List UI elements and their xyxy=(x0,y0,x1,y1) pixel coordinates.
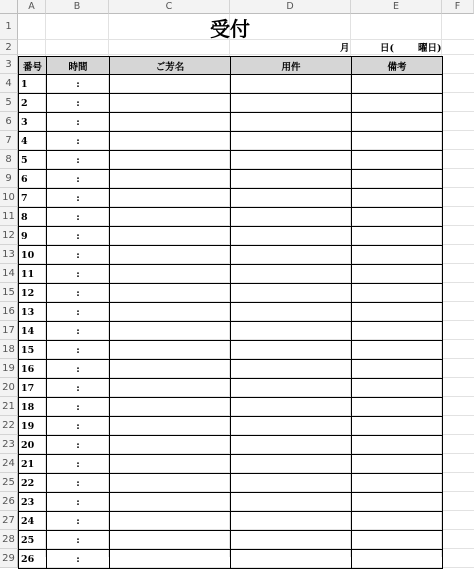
name-cell[interactable] xyxy=(110,94,231,113)
row-header-15[interactable]: 15 xyxy=(0,283,18,302)
name-cell[interactable] xyxy=(110,113,231,132)
name-cell[interactable] xyxy=(110,265,231,284)
name-cell[interactable] xyxy=(110,531,231,550)
table-row xyxy=(19,132,443,151)
entry-number-cell[interactable]: 18 xyxy=(19,398,47,417)
row-header-5[interactable]: 5 xyxy=(0,93,18,112)
row-header-24[interactable]: 24 xyxy=(0,454,18,473)
entry-number-cell[interactable]: 21 xyxy=(19,455,47,474)
business-cell[interactable] xyxy=(231,379,352,398)
table-row xyxy=(19,265,443,284)
business-cell[interactable] xyxy=(231,303,352,322)
table-row xyxy=(19,360,443,379)
time-cell[interactable]: : xyxy=(47,246,110,265)
table-row xyxy=(19,208,443,227)
remarks-cell[interactable] xyxy=(352,322,443,341)
row-header-6[interactable]: 6 xyxy=(0,112,18,131)
table-row xyxy=(19,151,443,170)
name-cell[interactable] xyxy=(110,436,231,455)
remarks-cell[interactable] xyxy=(352,284,443,303)
entry-number-cell[interactable]: 2 xyxy=(19,94,47,113)
table-row xyxy=(19,75,443,94)
business-cell[interactable] xyxy=(231,341,352,360)
time-cell[interactable]: : xyxy=(47,189,110,208)
time-cell[interactable]: : xyxy=(47,284,110,303)
table-row xyxy=(19,455,443,474)
entry-number-cell[interactable]: 10 xyxy=(19,246,47,265)
time-cell[interactable]: : xyxy=(47,512,110,531)
table-row xyxy=(19,322,443,341)
table-row xyxy=(19,474,443,493)
month-label[interactable]: 月 xyxy=(340,43,350,54)
name-cell[interactable] xyxy=(110,132,231,151)
time-cell[interactable]: : xyxy=(47,531,110,550)
business-cell[interactable] xyxy=(231,284,352,303)
time-cell[interactable]: : xyxy=(47,379,110,398)
row-header-26[interactable]: 26 xyxy=(0,492,18,511)
table-row xyxy=(19,113,443,132)
entry-number-cell[interactable]: 20 xyxy=(19,436,47,455)
name-cell[interactable] xyxy=(110,208,231,227)
time-cell[interactable]: : xyxy=(47,417,110,436)
business-cell[interactable] xyxy=(231,417,352,436)
row-header-21[interactable]: 21 xyxy=(0,397,18,416)
name-cell[interactable] xyxy=(110,398,231,417)
table-row xyxy=(19,170,443,189)
remarks-cell[interactable] xyxy=(352,208,443,227)
row-header-9[interactable]: 9 xyxy=(0,169,18,188)
row-header-1[interactable]: 1 xyxy=(0,14,18,40)
name-cell[interactable] xyxy=(110,151,231,170)
remarks-cell[interactable] xyxy=(352,132,443,151)
entry-number-cell[interactable]: 4 xyxy=(19,132,47,151)
remarks-cell[interactable] xyxy=(352,417,443,436)
name-cell[interactable] xyxy=(110,284,231,303)
column-header-f[interactable]: F xyxy=(442,0,474,14)
column-header-b[interactable]: B xyxy=(46,0,109,14)
entry-number-cell[interactable]: 13 xyxy=(19,303,47,322)
entry-number-cell[interactable]: 26 xyxy=(19,550,47,569)
table-row xyxy=(19,531,443,550)
row-header-7[interactable]: 7 xyxy=(0,131,18,150)
table-row xyxy=(19,341,443,360)
column-header-d[interactable]: D xyxy=(230,0,351,14)
header-business[interactable]: 用件 xyxy=(231,57,352,75)
weekday-label[interactable]: 曜日) xyxy=(418,43,442,54)
remarks-cell[interactable] xyxy=(352,379,443,398)
sheet-title[interactable]: 受付 xyxy=(210,17,250,41)
business-cell[interactable] xyxy=(231,360,352,379)
business-cell[interactable] xyxy=(231,531,352,550)
time-cell[interactable]: : xyxy=(47,436,110,455)
time-cell[interactable]: : xyxy=(47,341,110,360)
row-header-23[interactable]: 23 xyxy=(0,435,18,454)
table-row xyxy=(19,284,443,303)
row-header-18[interactable]: 18 xyxy=(0,340,18,359)
entry-number-cell[interactable]: 7 xyxy=(19,189,47,208)
column-header-c[interactable]: C xyxy=(109,0,230,14)
day-label[interactable]: 日( xyxy=(380,43,394,54)
business-cell[interactable] xyxy=(231,265,352,284)
name-cell[interactable] xyxy=(110,474,231,493)
row-header-22[interactable]: 22 xyxy=(0,416,18,435)
time-cell[interactable]: : xyxy=(47,113,110,132)
entry-number-cell[interactable]: 19 xyxy=(19,417,47,436)
table-row xyxy=(19,550,443,569)
entry-number-cell[interactable]: 22 xyxy=(19,474,47,493)
name-cell[interactable] xyxy=(110,341,231,360)
entry-number-cell[interactable]: 6 xyxy=(19,170,47,189)
header-number[interactable]: 番号 xyxy=(19,57,47,75)
row-header-29[interactable]: 29 xyxy=(0,549,18,568)
business-cell[interactable] xyxy=(231,151,352,170)
name-cell[interactable] xyxy=(110,417,231,436)
table-row xyxy=(19,493,443,512)
business-cell[interactable] xyxy=(231,113,352,132)
table-row xyxy=(19,227,443,246)
business-cell[interactable] xyxy=(231,322,352,341)
entry-number-cell[interactable]: 23 xyxy=(19,493,47,512)
row-header-8[interactable]: 8 xyxy=(0,150,18,169)
row-header-12[interactable]: 12 xyxy=(0,226,18,245)
table-row xyxy=(19,417,443,436)
row-header-16[interactable]: 16 xyxy=(0,302,18,321)
row-header-28[interactable]: 28 xyxy=(0,530,18,549)
name-cell[interactable] xyxy=(110,227,231,246)
remarks-cell[interactable] xyxy=(352,113,443,132)
reception-table xyxy=(18,56,443,569)
business-cell[interactable] xyxy=(231,189,352,208)
name-cell[interactable] xyxy=(110,360,231,379)
time-cell[interactable]: : xyxy=(47,227,110,246)
remarks-cell[interactable] xyxy=(352,474,443,493)
business-cell[interactable] xyxy=(231,132,352,151)
column-header-e[interactable]: E xyxy=(351,0,442,14)
name-cell[interactable] xyxy=(110,322,231,341)
row-header-20[interactable]: 20 xyxy=(0,378,18,397)
business-cell[interactable] xyxy=(231,436,352,455)
name-cell[interactable] xyxy=(110,493,231,512)
name-cell[interactable] xyxy=(110,379,231,398)
header-remarks[interactable]: 備考 xyxy=(352,57,443,75)
row-header-19[interactable]: 19 xyxy=(0,359,18,378)
entry-number-cell[interactable]: 15 xyxy=(19,341,47,360)
row-header-14[interactable]: 14 xyxy=(0,264,18,283)
remarks-cell[interactable] xyxy=(352,94,443,113)
entry-number-cell[interactable]: 25 xyxy=(19,531,47,550)
entry-number-cell[interactable]: 24 xyxy=(19,512,47,531)
entry-number-cell[interactable]: 8 xyxy=(19,208,47,227)
entry-number-cell[interactable]: 3 xyxy=(19,113,47,132)
header-name[interactable]: ご芳名 xyxy=(110,57,231,75)
name-cell[interactable] xyxy=(110,170,231,189)
table-row xyxy=(19,189,443,208)
remarks-cell[interactable] xyxy=(352,189,443,208)
time-cell[interactable]: : xyxy=(47,322,110,341)
business-cell[interactable] xyxy=(231,455,352,474)
remarks-cell[interactable] xyxy=(352,341,443,360)
entry-number-cell[interactable]: 1 xyxy=(19,75,47,94)
table-row xyxy=(19,246,443,265)
name-cell[interactable] xyxy=(110,189,231,208)
time-cell[interactable]: : xyxy=(47,151,110,170)
row-header-25[interactable]: 25 xyxy=(0,473,18,492)
time-cell[interactable]: : xyxy=(47,208,110,227)
time-cell[interactable]: : xyxy=(47,493,110,512)
table-row xyxy=(19,436,443,455)
time-cell[interactable]: : xyxy=(47,265,110,284)
entry-number-cell[interactable]: 12 xyxy=(19,284,47,303)
remarks-cell[interactable] xyxy=(352,75,443,94)
row-header-11[interactable]: 11 xyxy=(0,207,18,226)
name-cell[interactable] xyxy=(110,246,231,265)
remarks-cell[interactable] xyxy=(352,360,443,379)
table-row xyxy=(19,512,443,531)
business-cell[interactable] xyxy=(231,512,352,531)
table-row xyxy=(19,379,443,398)
entry-number-cell[interactable]: 5 xyxy=(19,151,47,170)
business-cell[interactable] xyxy=(231,246,352,265)
business-cell[interactable] xyxy=(231,170,352,189)
row-header-2[interactable]: 2 xyxy=(0,40,18,55)
time-cell[interactable]: : xyxy=(47,474,110,493)
business-cell[interactable] xyxy=(231,227,352,246)
row-header-27[interactable]: 27 xyxy=(0,511,18,530)
remarks-cell[interactable] xyxy=(352,227,443,246)
row-header-13[interactable]: 13 xyxy=(0,245,18,264)
remarks-cell[interactable] xyxy=(352,303,443,322)
entry-number-cell[interactable]: 9 xyxy=(19,227,47,246)
name-cell[interactable] xyxy=(110,75,231,94)
remarks-cell[interactable] xyxy=(352,512,443,531)
table-row xyxy=(19,398,443,417)
select-all-corner[interactable] xyxy=(0,0,18,14)
business-cell[interactable] xyxy=(231,474,352,493)
column-header-a[interactable]: A xyxy=(18,0,46,14)
remarks-cell[interactable] xyxy=(352,493,443,512)
time-cell[interactable]: : xyxy=(47,303,110,322)
time-cell[interactable]: : xyxy=(47,132,110,151)
header-time[interactable]: 時間 xyxy=(47,57,110,75)
name-cell[interactable] xyxy=(110,303,231,322)
remarks-cell[interactable] xyxy=(352,436,443,455)
name-cell[interactable] xyxy=(110,550,231,569)
table-row xyxy=(19,303,443,322)
business-cell[interactable] xyxy=(231,75,352,94)
table-row xyxy=(19,94,443,113)
entry-number-cell[interactable]: 17 xyxy=(19,379,47,398)
entry-number-cell[interactable]: 11 xyxy=(19,265,47,284)
time-cell[interactable]: : xyxy=(47,398,110,417)
remarks-cell[interactable] xyxy=(352,151,443,170)
remarks-cell[interactable] xyxy=(352,265,443,284)
entry-number-cell[interactable]: 16 xyxy=(19,360,47,379)
time-cell[interactable]: : xyxy=(47,75,110,94)
time-cell[interactable]: : xyxy=(47,170,110,189)
business-cell[interactable] xyxy=(231,94,352,113)
remarks-cell[interactable] xyxy=(352,398,443,417)
business-cell[interactable] xyxy=(231,208,352,227)
remarks-cell[interactable] xyxy=(352,170,443,189)
business-cell[interactable] xyxy=(231,550,352,569)
business-cell[interactable] xyxy=(231,493,352,512)
name-cell[interactable] xyxy=(110,455,231,474)
business-cell[interactable] xyxy=(231,398,352,417)
time-cell[interactable]: : xyxy=(47,360,110,379)
entry-number-cell[interactable]: 14 xyxy=(19,322,47,341)
row-header-3[interactable]: 3 xyxy=(0,55,18,74)
remarks-cell[interactable] xyxy=(352,455,443,474)
row-header-10[interactable]: 10 xyxy=(0,188,18,207)
time-cell[interactable]: : xyxy=(47,455,110,474)
time-cell[interactable]: : xyxy=(47,94,110,113)
remarks-cell[interactable] xyxy=(352,531,443,550)
remarks-cell[interactable] xyxy=(352,246,443,265)
name-cell[interactable] xyxy=(110,512,231,531)
remarks-cell[interactable] xyxy=(352,550,443,569)
row-header-17[interactable]: 17 xyxy=(0,321,18,340)
time-cell[interactable]: : xyxy=(47,550,110,569)
row-header-4[interactable]: 4 xyxy=(0,74,18,93)
gridline-horizontal xyxy=(18,54,474,55)
